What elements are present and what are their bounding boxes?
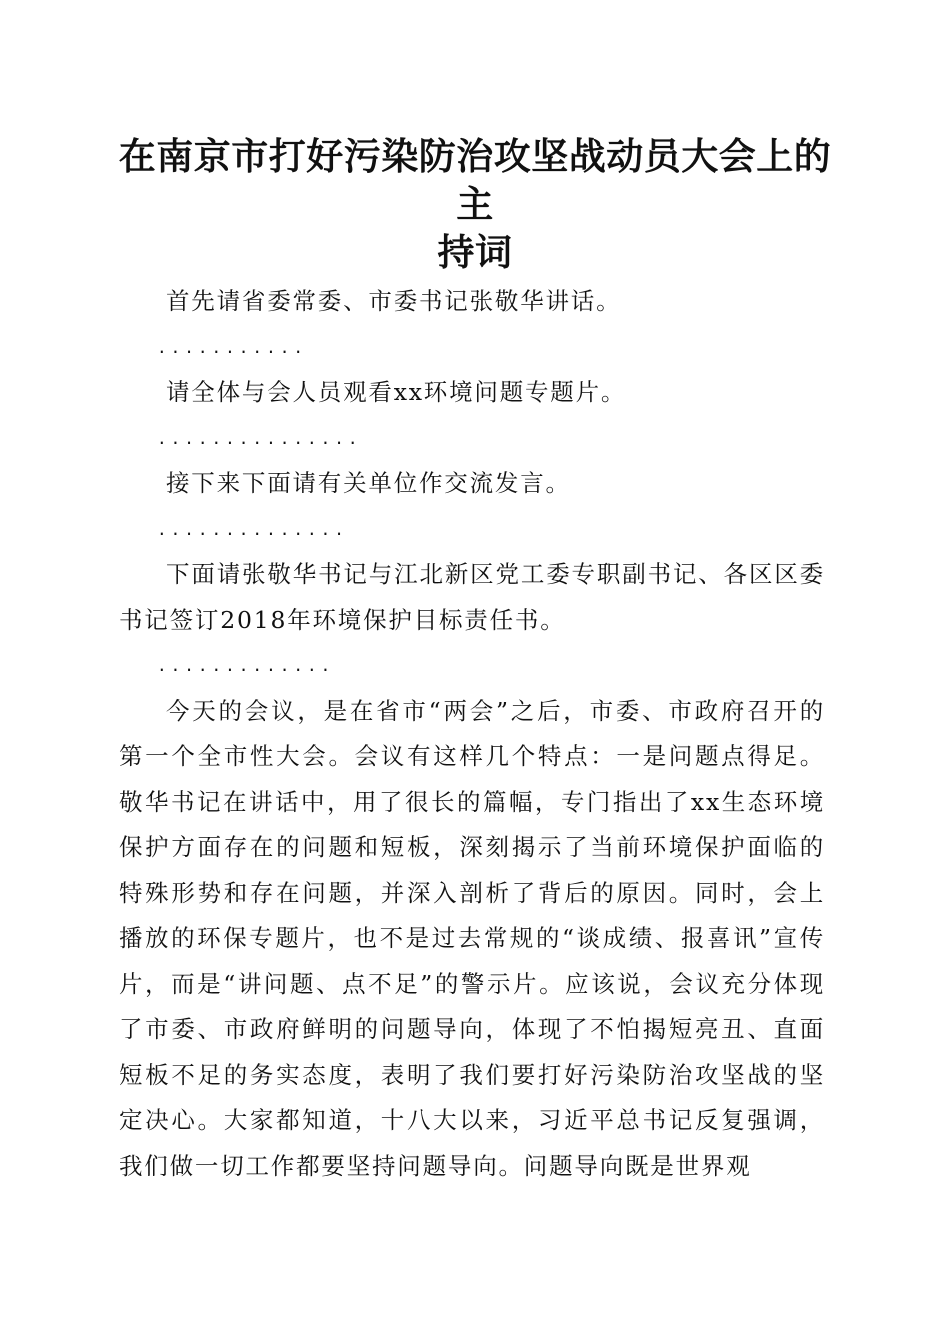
- ellipsis-separator: ..............: [157, 519, 348, 539]
- ellipsis-separator: ...........: [157, 337, 307, 357]
- title-line-1: 在南京市打好污染防治攻坚战动员大会上的主: [118, 134, 832, 226]
- ellipsis-separator: .............: [157, 656, 335, 675]
- ellipsis-separator: ...............: [157, 428, 362, 448]
- document-body: [119, 279, 825, 1189]
- paragraph-video: 请全体与会人员观看xx环境问题专题片。: [166, 378, 627, 406]
- paragraph-exchange: 接下来下面请有关单位作交流发言。: [166, 469, 571, 497]
- paragraph-signing: 下面请张敬华书记与江北新区党工委专职副书记、各区区委书记签订2018年环境保护目标责任书。: [119, 560, 825, 634]
- paragraph-opening-speech: 首先请省委常委、市委书记张敬华讲话。: [166, 287, 622, 315]
- paragraph-summary: 今天的会议，是在省市“两会”之后，市委、市政府召开的第一个全市性大会。会议有这样几个特点：一是问题点得足。敬华书记在讲话中，用了很长的篇幅，专门指出了xx生态环境保护方面存在的问题和短板，深刻揭示了当前环境保护面临的特殊形势和存在问题，并深入剖析了背后的原因。同时，会上播放的环保专题片，也不是过去常规的“谈成绩、报喜讯”宣传片，而是“讲问题、点不足”的警示片。应该说，会议充分体现了市委、市政府鲜明的问题导向，体现了不怕揭短亮丑、直面短板不足的务实态度，表明了我们要打好污染防治攻坚战的坚定决心。大家都知道，十八大以来，习近平总书记反复强调，我们做一切工作都要坚持问题导向。问题导向既是世界观: [119, 696, 825, 1180]
- title-line-2: 持词: [437, 230, 513, 274]
- document-title: [110, 132, 840, 276]
